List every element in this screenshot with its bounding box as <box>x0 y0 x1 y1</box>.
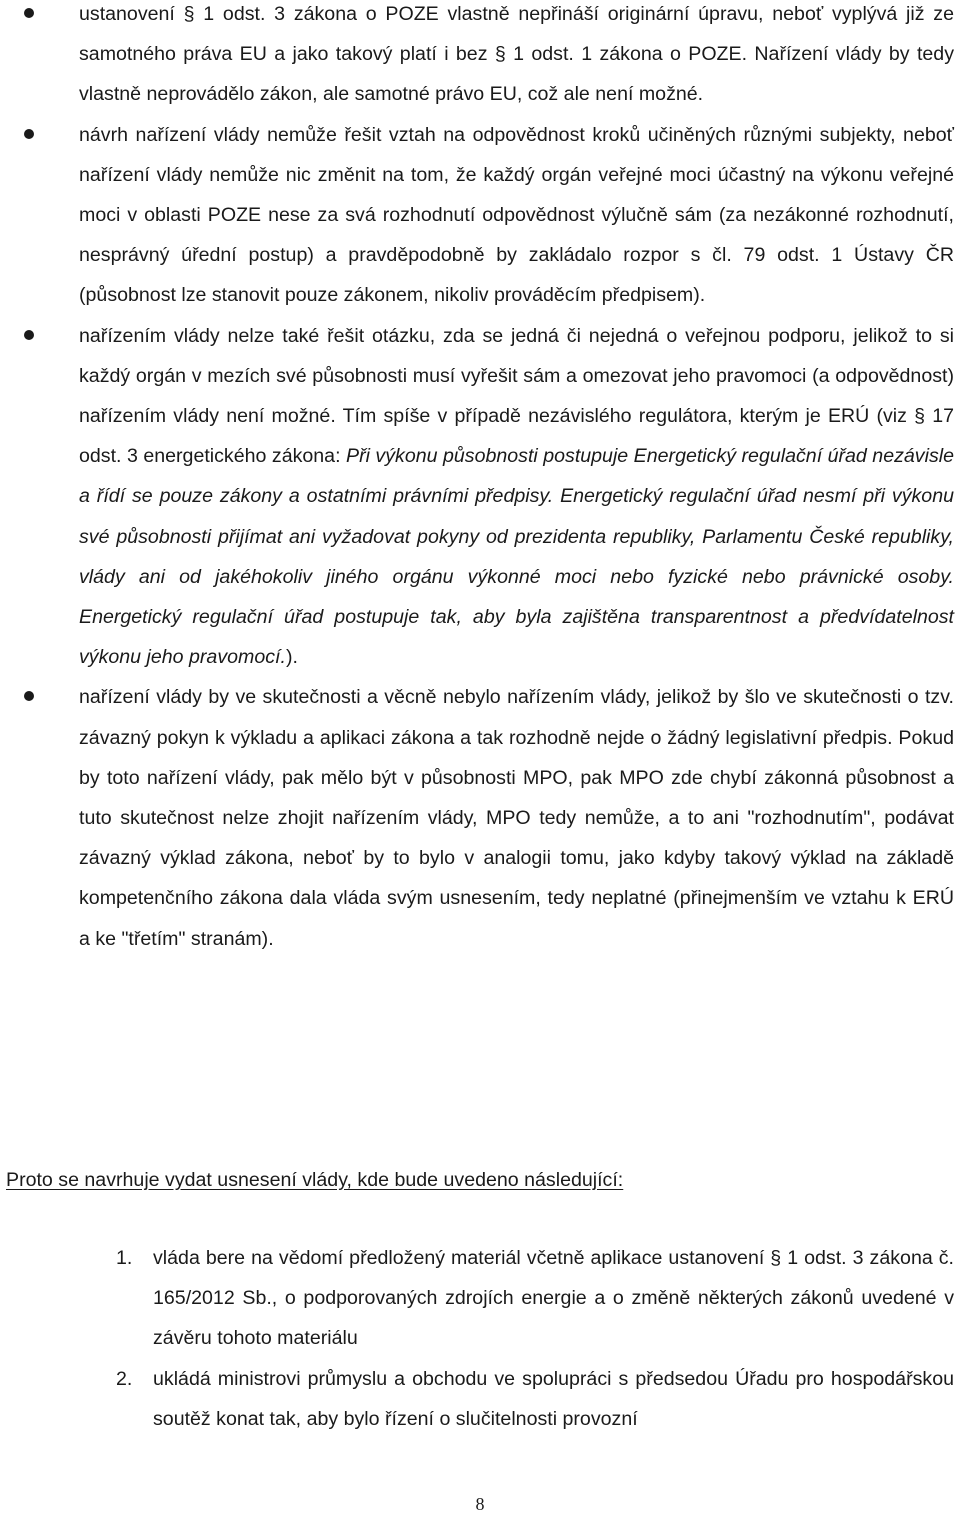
numbered-item <box>0 1359 960 1439</box>
item-text: ukládá ministrovi průmyslu a obchodu ve spolupráci s předsedou Úřadu pro hospodářskou soutěž konat tak, aby bylo řízení o slučitelnosti provozní <box>153 1367 954 1430</box>
numbered-list <box>0 1238 960 1439</box>
bullet-item <box>0 115 960 316</box>
bullet-dot-icon <box>24 330 34 340</box>
bullet-dot-icon <box>24 691 34 701</box>
numbered-item <box>0 1238 960 1359</box>
section-heading: Proto se navrhuje vydat usnesení vlády, kde bude uvedeno následující: <box>6 1169 624 1191</box>
bullet-text-quote: Při výkonu působnosti postupuje Energetický regulační úřad nezávisle a řídí se pouze zákony a ostatními právními předpisy. Energetický regulační úřad nesmí při výkonu své působnosti přijímat ani vyžadovat pokyny od prezidenta republiky, Parlamentu České republiky, vlády ani od jakéhokoliv jiného orgánu výkonné moci nebo fyzické nebo právnické osoby. Energetický regulační úřad postupuje tak, aby byla zajištěna transparentnost a předvídatelnost výkonu jeho pravomocí. <box>79 445 954 669</box>
bullet-item <box>0 0 960 115</box>
page-number: 8 <box>475 1494 485 1514</box>
bullet-item <box>0 316 960 678</box>
bullet-dot-icon <box>24 8 34 18</box>
item-text: vláda bere na vědomí předložený materiál včetně aplikace ustanovení § 1 odst. 3 zákona č. 165/2012 Sb., o podporovaných zdrojích energie a o změně některých zákonů uvedené v závěru tohoto materiálu <box>153 1247 954 1350</box>
bullet-text: nařízení vlády by ve skutečnosti a věcně nebylo nařízením vlády, jelikož by šlo ve skutečnosti o tzv. závazný pokyn k výkladu a aplikaci zákona a tak rozhodně nejde o žádný legislativní předpis. Pokud by toto nařízení vlády, pak mělo být v působnosti MPO, pak MPO zde chybí zákonná působnost a tuto skutečnost nelze zhojit nařízením vlády, MPO tedy nemůže, a to ani "rozhodnutím", podávat závazný výklad zákona, neboť by to bylo v analogii tomu, jako kdyby takový výklad na základě kompetenčního zákona dala vláda svým usnesením, tedy neplatné (přinejmenším ve vztahu k ERÚ a ke "třetím" stranám). <box>79 686 954 950</box>
item-number: 1. <box>116 1247 133 1269</box>
bullet-text: návrh nařízení vlády nemůže řešit vztah na odpovědnost kroků učiněných různými subjekty, neboť nařízení vlády nemůže nic změnit na tom, že každý orgán veřejné moci účastný na výkonu veřejné moci v oblasti POZE nese za svá rozhodnutí odpovědnost výlučně sám (za nezákonné rozhodnutí, nesprávný úřední postup) a pravděpodobně by zakládalo rozpor s čl. 79 odst. 1 Ústavy ČR (působnost lze stanovit pouze zákonem, nikoliv prováděcím předpisem). <box>79 123 954 307</box>
item-number: 2. <box>116 1367 133 1390</box>
bullet-item <box>0 677 960 958</box>
bullet-text: nařízením vlády nelze také řešit otázku, zda se jedná či nejedná o veřejnou podporu, jelikož to si každý orgán v mezích své působnosti musí vyřešit sám a omezovat jeho pravomoci (a odpovědnost) nařízením vlády není možné. Tím spíše v případě nezávislého regulátora, kterým je ERÚ (viz § 17 odst. 3 energetického zákona: <box>79 324 954 468</box>
bullet-text: ustanovení § 1 odst. 3 zákona o POZE vlastně nepřináší originární úpravu, neboť vyplývá již ze samotného práva EU a jako takový platí i bez § 1 odst. 1 zákona o POZE. Nařízení vlády by tedy vlastně neprovádělo zákon, ale samotné právo EU, což ale není možné. <box>79 3 954 106</box>
bullet-dot-icon <box>24 129 34 139</box>
bullet-text: ). <box>285 646 298 669</box>
